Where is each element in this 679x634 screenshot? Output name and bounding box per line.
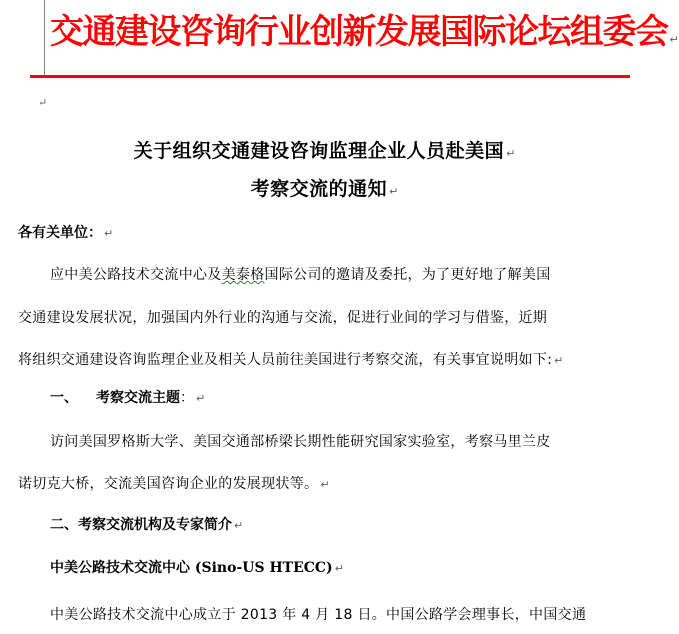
intro-line-3 [18, 349, 563, 369]
paragraph-mark-icon: ↵ [554, 354, 564, 367]
letterhead-red-rule [30, 75, 630, 78]
intro-line-1-part-c: 国际公司的邀请及委托，为了更好地了解美国 [264, 267, 551, 283]
section-1-heading-text: 考察交流主题 [96, 390, 180, 406]
intro-company-name: 美泰格 [221, 267, 265, 283]
notice-title-line-1 [0, 136, 649, 163]
paragraph-mark-icon: ↵ [38, 96, 48, 109]
intro-line-1-part-a: 应中美公路技术交流中心及 [50, 267, 222, 283]
paragraph-mark-icon: ↵ [389, 185, 399, 198]
org-title-text: 中美公路技术交流中心 (Sino-US HTECC) [50, 560, 333, 576]
intro-line-2: 交通建设发展状况，加强国内外行业的沟通与交流，促进行业间的学习与借鉴，近期 [18, 310, 548, 326]
salutation-text: 各有关单位： [18, 225, 102, 241]
page-margin-corner-mark [44, 0, 45, 78]
section-2-heading-text: 二、考察交流机构及专家简介 [50, 517, 232, 533]
section-1-number: 一、 [50, 390, 78, 406]
paragraph-mark-icon: ↵ [234, 519, 244, 532]
section-2-heading [50, 514, 243, 534]
letterhead-title [50, 12, 679, 60]
visit-line-2 [18, 473, 330, 493]
section-1-heading [50, 387, 205, 407]
section-1-colon: ： [180, 390, 194, 406]
paragraph-mark-icon: ↵ [104, 227, 114, 240]
letterhead-title-text: 交通建设咨询行业创新发展国际论坛组委会 [50, 12, 668, 52]
paragraph-mark-icon: ↵ [506, 147, 516, 160]
paragraph-mark-icon: ↵ [320, 478, 330, 491]
notice-title-line-2 [0, 174, 649, 201]
notice-title-line-1-text: 关于组织交通建设咨询监理企业人员赴美国 [133, 140, 505, 162]
visit-line-1: 访问美国罗格斯大学、美国交通部桥梁长期性能研究国家实验室，考察马里兰皮 [50, 434, 551, 450]
paragraph-mark-icon: ↵ [196, 392, 206, 405]
org-title [50, 557, 344, 577]
paragraph-mark-icon: ↵ [334, 562, 344, 575]
notice-title-line-2-text: 考察交流的通知 [250, 178, 388, 200]
intro-line-3-text: 将组织交通建设咨询监理企业及相关人员前往美国进行考察交流，有关事宜说明如下: [18, 352, 553, 368]
salutation [18, 222, 113, 242]
paragraph-mark-icon: ↵ [669, 33, 679, 46]
intro-line-1 [50, 264, 551, 284]
visit-line-2-text: 诺切克大桥，交流美国咨询企业的发展现状等。 [18, 476, 319, 492]
org-description-line-1: 中美公路技术交流中心成立于 2013 年 4 月 18 日。中国公路学会理事长，中国交通 [50, 607, 587, 623]
